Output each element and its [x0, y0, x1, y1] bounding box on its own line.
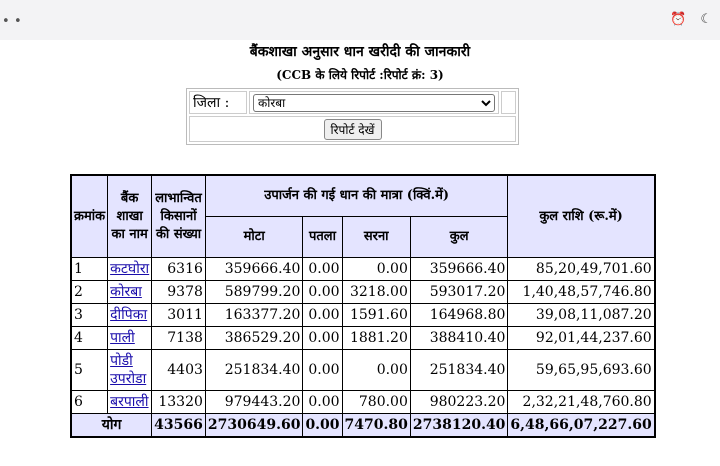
cell-kul: 164968.80 [410, 304, 508, 327]
cell-farmers: 7138 [152, 327, 206, 350]
table-row [71, 304, 655, 327]
total-patla: 0.00 [303, 414, 342, 438]
cell-kul: 251834.40 [410, 350, 508, 391]
total-farmers: 43566 [152, 414, 206, 438]
table-row [71, 258, 655, 281]
bullet-icon: • [14, 14, 22, 29]
moon-icon[interactable]: ☾ [700, 12, 712, 27]
total-row [71, 414, 655, 438]
browser-top-bar [0, 0, 720, 40]
view-report-button[interactable]: रिपोर्ट देखें [324, 119, 382, 140]
cell-kul: 388410.40 [410, 327, 508, 350]
cell-mota: 163377.20 [205, 304, 303, 327]
district-select[interactable] [253, 94, 495, 112]
cell-farmers: 9378 [152, 281, 206, 304]
cell-farmers: 13320 [152, 391, 206, 414]
branch-link[interactable]: कोरबा [110, 284, 142, 300]
branch-link[interactable]: पाली [110, 330, 135, 346]
district-select-cell [249, 91, 499, 114]
cell-amount: 85,20,49,701.60 [508, 258, 655, 281]
cell-patla: 0.00 [303, 350, 342, 391]
cell-farmers: 4403 [152, 350, 206, 391]
cell-patla: 0.00 [303, 304, 342, 327]
cell-sarna: 0.00 [342, 350, 410, 391]
branch-link[interactable]: कटघोरा [110, 261, 150, 277]
cell-farmers: 6316 [152, 258, 206, 281]
filter-form [186, 88, 519, 145]
alarm-icon[interactable]: ⏰ [670, 12, 687, 27]
cell-amount: 92,01,44,237.60 [508, 327, 655, 350]
cell-sno: 2 [71, 281, 108, 304]
cell-sarna: 3218.00 [342, 281, 410, 304]
report-button-cell [189, 116, 516, 142]
cell-amount: 59,65,95,693.60 [508, 350, 655, 391]
page-title: बैंकशाखा अनुसार धान खरीदी की जानकारी [249, 44, 471, 60]
cell-mota: 589799.20 [205, 281, 303, 304]
total-sarna: 7470.80 [342, 414, 410, 438]
total-mota: 2730649.60 [205, 414, 303, 438]
cell-amount: 39,08,11,087.20 [508, 304, 655, 327]
cell-patla: 0.00 [303, 258, 342, 281]
header-farmers: लाभान्वित किसानों की संख्या [152, 175, 206, 258]
branch-link[interactable]: पोडी उपरोडा [110, 353, 147, 387]
cell-mota: 251834.40 [205, 350, 303, 391]
total-amount: 6,48,66,07,227.60 [508, 414, 655, 438]
header-mota: मोटा [205, 217, 303, 258]
cell-sarna: 1881.20 [342, 327, 410, 350]
cell-sarna: 780.00 [342, 391, 410, 414]
cell-sarna: 1591.60 [342, 304, 410, 327]
table-row [71, 350, 655, 391]
branch-link[interactable]: दीपिका [110, 307, 148, 323]
paddy-purchase-table [70, 174, 656, 438]
cell-mota: 979443.20 [205, 391, 303, 414]
header-amount: कुल राशि (रू.में) [508, 175, 655, 258]
cell-sno: 4 [71, 327, 108, 350]
total-kul: 2738120.40 [410, 414, 508, 438]
browser-icons [660, 12, 712, 27]
total-label: योग [71, 414, 152, 438]
cell-sno: 1 [71, 258, 108, 281]
cell-kul: 593017.20 [410, 281, 508, 304]
cell-sno: 5 [71, 350, 108, 391]
cell-sno: 3 [71, 304, 108, 327]
cell-sarna: 0.00 [342, 258, 410, 281]
header-kul: कुल [410, 217, 508, 258]
header-paddy-group: उपार्जन की गई धान की मात्रा (क्विं.में) [205, 175, 508, 217]
district-label: जिला : [189, 91, 247, 114]
page-subtitle: (CCB के लिये रिपोर्ट :रिपोर्ट क्रं: 3) [276, 68, 444, 82]
header-sno: क्रमांक [71, 175, 108, 258]
header-branch: बैंक शाखा का नाम [108, 175, 152, 258]
bullet-icon: • [2, 14, 10, 29]
cell-farmers: 3011 [152, 304, 206, 327]
cell-amount: 1,40,48,57,746.80 [508, 281, 655, 304]
table-row [71, 281, 655, 304]
cell-patla: 0.00 [303, 327, 342, 350]
cell-kul: 980223.20 [410, 391, 508, 414]
table-row [71, 391, 655, 414]
header-sarna: सरना [342, 217, 410, 258]
cell-kul: 359666.40 [410, 258, 508, 281]
header-patla: पतला [303, 217, 342, 258]
cell-amount: 2,32,21,48,760.80 [508, 391, 655, 414]
filter-empty-cell [501, 91, 516, 114]
cell-patla: 0.00 [303, 391, 342, 414]
cell-mota: 386529.20 [205, 327, 303, 350]
branch-link[interactable]: बरपाली [110, 394, 149, 410]
cell-sno: 6 [71, 391, 108, 414]
cell-mota: 359666.40 [205, 258, 303, 281]
cell-patla: 0.00 [303, 281, 342, 304]
table-row [71, 327, 655, 350]
